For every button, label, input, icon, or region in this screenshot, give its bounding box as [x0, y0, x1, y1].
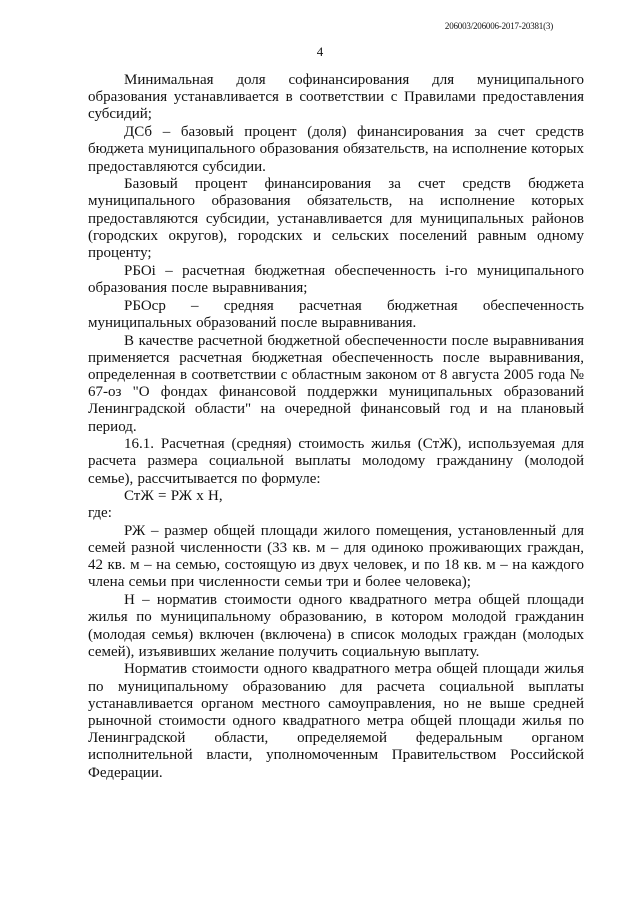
where-label: где: [88, 505, 112, 522]
paragraph-norm-cost: Норматив стоимости одного квадратного метра общей площади жилья по муниципальному образованию для расчета социальной выплаты устанавливается органом местного самоуправления, но не выше средней рыночной стоимости одного квадратного метра общей площади жилья по Ленинградской области, определяемой федеральным органом исполнительной власти, уполномоченным Правительством Российской Федерации. [88, 661, 584, 781]
paragraph-budget-provision: В качестве расчетной бюджетной обеспеченности после выравнивания применяется расчетная бюджетная обеспеченность после выравнивания, определенная в соответствии с областным законом от 8 августа 2005 года № 67-оз "О фондах финансовой поддержки муниципальных образований Ленинградской области" на очередной финансовый год и на плановый период. [88, 332, 584, 435]
paragraph-base-percent: Базовый процент финансирования за счет средств бюджета муниципального образования обязательств, на исполнение которых предоставляются субсидии, устанавливается для муниципальных районов (городских округов), городских и сельских поселений равным одному проценту; [88, 176, 584, 262]
paragraph-min-share: Минимальная доля софинансирования для муниципального образования устанавливается в соответствии с Правилами предоставления субсидий; [88, 72, 584, 123]
paragraph-16-1: 16.1. Расчетная (средняя) стоимость жилья (СтЖ), используемая для расчета размера социальной выплаты молодому гражданину (молодой семье), рассчитывается по формуле: [88, 436, 584, 487]
paragraph-rzh: РЖ – размер общей площади жилого помещения, установленный для семей разной численности (33 кв. м – для одиноко проживающих граждан, 42 кв. м – на семью, состоящую из двух человек, и по 18 кв. м – на каждого члена семьи при численности семьи три и более человека); [88, 522, 584, 591]
page-number: 4 [316, 44, 324, 59]
paragraph-rbosr: РБОср – средняя расчетная бюджетная обеспеченность муниципальных образований после выравнивания. [88, 297, 584, 331]
formula: СтЖ = РЖ х Н, [124, 487, 223, 504]
paragraph-dsb: ДСб – базовый процент (доля) финансирования за счет средств бюджета муниципального образования обязательств, на исполнение которых предоставляются субсидии. [88, 124, 584, 175]
document-number: 206003/206006-2017-20381(3) [444, 21, 553, 31]
paragraph-n: Н – норматив стоимости одного квадратного метра общей площади жилья по муниципальному образованию, в котором молодой гражданин (молодая семья) включен (включена) в список молодых граждан (молодых семей), изъявивших желание получить социальную выплату. [88, 592, 584, 660]
paragraph-rboi: РБОi – расчетная бюджетная обеспеченность i-го муниципального образования после выравнивания; [88, 262, 584, 296]
document-body [88, 72, 584, 782]
